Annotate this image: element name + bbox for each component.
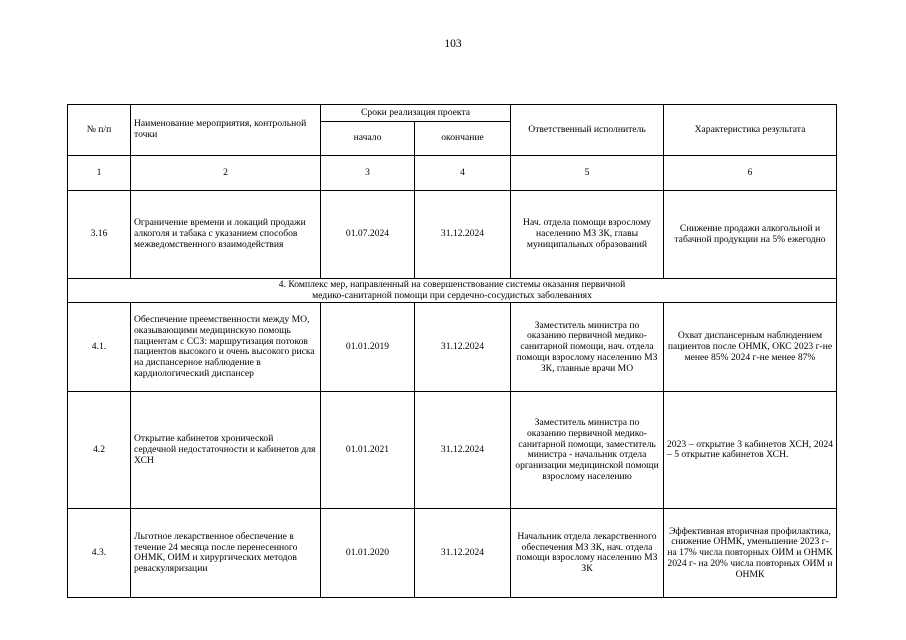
- row-responsible: Заместитель министра по оказанию первичной медико-санитарной помощи, нач. отдела помощи взрослому населению МЗ ЗК, главные врачи МО: [511, 303, 664, 392]
- header-responsible: Ответственный исполнитель: [511, 105, 664, 156]
- page-number: 103: [444, 38, 462, 50]
- row-end: 31.12.2024: [415, 191, 511, 279]
- section-heading-line: медико-санитарной помощи при сердечно-сосудистых заболеваниях: [312, 289, 592, 301]
- row-name: Льготное лекарственное обеспечение в течение 24 месяца после перенесенного ОНМК, ОИМ и хирургических методов реваскуляризации: [131, 509, 321, 598]
- col-number: 1: [68, 156, 131, 191]
- row-result: 2023 – открытие 3 кабинетов ХСН, 2024 – 5 открытие кабинетов ХСН.: [664, 392, 837, 509]
- row-start: 01.07.2024: [321, 191, 415, 279]
- col-number: 3: [321, 156, 415, 191]
- header-name: Наименование мероприятия, контрольной точки: [131, 105, 321, 156]
- row-end: 31.12.2024: [415, 392, 511, 509]
- col-number: 6: [664, 156, 837, 191]
- action-plan-table: [67, 104, 837, 598]
- row-num: 4.3.: [68, 509, 131, 598]
- row-num: 4.1.: [68, 303, 131, 392]
- col-number: 2: [131, 156, 321, 191]
- section-heading-line: 4. Комплекс мер, направленный на совершенствование системы оказания первичной: [278, 279, 626, 290]
- row-result: Охват диспансерным наблюдением пациентов после ОНМК, ОКС 2023 г-не менее 85% 2024 г-не менее 87%: [664, 303, 837, 392]
- row-name: Открытие кабинетов хронической сердечной недостаточности и кабинетов для ХСН: [131, 392, 321, 509]
- row-responsible: Нач. отдела помощи взрослому населению МЗ ЗК, главы муниципальных образований: [511, 191, 664, 279]
- row-result: Снижение продажи алкогольной и табачной продукции на 5% ежегодно: [664, 191, 837, 279]
- row-num: 3.16: [68, 191, 131, 279]
- row-result: Эффективная вторичная профилактика, снижение ОНМК, уменьшение 2023 г- на 17% числа повторных ОИМ и ОНМК 2024 г- на 20% числа повторных ОИМ и ОНМК: [664, 509, 837, 598]
- header-row: [68, 105, 837, 122]
- header-result: Характеристика результата: [664, 105, 837, 156]
- header-end: окончание: [415, 122, 511, 156]
- row-responsible: Заместитель министра по оказанию первичной медико-санитарной помощи, заместитель министра - начальник отдела организации медицинской помощи взрослому населению: [511, 392, 664, 509]
- column-number-row: [68, 156, 837, 191]
- row-name: Обеспечение преемственности между МО, оказывающими медицинскую помощь пациентам с ССЗ: маршрутизация потоков пациентов высокого и очень высокого риска на диспансерное наблюдение в кардиологический диспансер: [131, 303, 321, 392]
- table-row: [68, 392, 837, 509]
- col-number: 5: [511, 156, 664, 191]
- header-deadlines: Сроки реализация проекта: [321, 105, 511, 122]
- row-num: 4.2: [68, 392, 131, 509]
- row-end: 31.12.2024: [415, 509, 511, 598]
- table-row: [68, 509, 837, 598]
- row-name: Ограничение времени и локаций продажи алкоголя и табака с указанием способов межведомственного взаимодействия: [131, 191, 321, 279]
- table-row: [68, 191, 837, 279]
- col-number: 4: [415, 156, 511, 191]
- table-row: [68, 303, 837, 392]
- row-start: 01.01.2020: [321, 509, 415, 598]
- section-row: [68, 279, 837, 303]
- header-start: начало: [321, 122, 415, 156]
- row-responsible: Начальник отдела лекарственного обеспечения МЗ ЗК, нач. отдела помощи взрослому населению МЗ ЗК: [511, 509, 664, 598]
- section-heading: [68, 279, 837, 303]
- header-num: № п/п: [68, 105, 131, 156]
- row-end: 31.12.2024: [415, 303, 511, 392]
- row-start: 01.01.2019: [321, 303, 415, 392]
- row-start: 01.01.2021: [321, 392, 415, 509]
